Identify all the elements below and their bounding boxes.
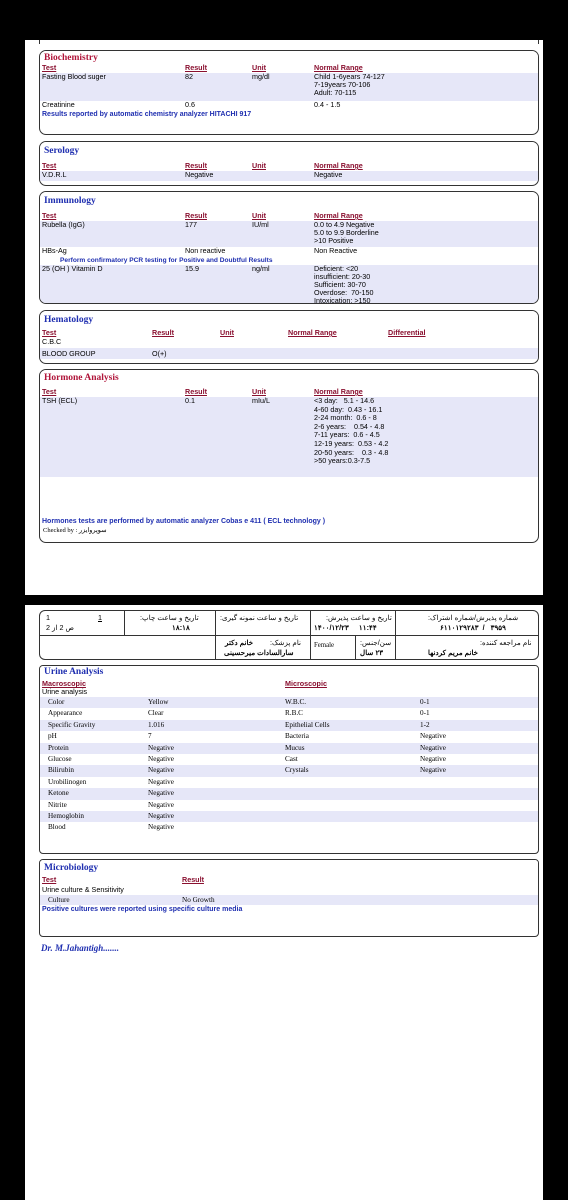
table-row [40,731,538,742]
test-range: Non Reactive [314,246,358,255]
col-test: Test [42,875,57,884]
divider [310,611,311,660]
pcr-note: Perform confirmatory PCR testing for Positive and Doubtful Results [60,257,273,264]
table-row [40,221,538,247]
doctor-title: خانم دکتر [225,638,254,647]
test-name: BLOOD GROUP [42,349,96,358]
divider [40,635,538,636]
col-unit: Unit [252,387,266,396]
test-range: Deficient: <20 insufficient: 20-30 Sufficient: 30-70 Overdose: 70-150 Intoxication: >150 [314,264,374,304]
col-result: Result [185,63,207,72]
col-test: Test [42,211,57,220]
divider [215,611,216,660]
macro-name: Bilirubin [48,766,74,775]
test-unit: ng/ml [252,264,270,273]
macro-value: Negative [148,823,174,832]
page-number: 1 [46,613,50,622]
macro-name: Blood [48,823,66,832]
admission-value: ۶۱۱۰۱۲۹۲۸۳ / ۳۹۵۹ [440,623,507,632]
test-name: Culture [48,896,70,904]
table-row [40,708,538,719]
table-header [40,212,538,221]
table-row [40,348,538,359]
micro-name: Crystals [285,766,309,775]
micro-name: Epithelial Cells [285,720,330,729]
test-name: Fasting Blood suger [42,72,106,81]
patient-label: نام مراجعه کننده: [480,638,532,647]
test-result: 82 [185,72,193,81]
col-differential: Differential [388,328,426,337]
test-result: 177 [185,220,197,229]
page-number-underlined: 1 [98,613,102,622]
col-range: Normal Range [314,63,363,72]
macro-value: Negative [148,800,174,809]
macro-name: pH [48,732,57,741]
table-header [40,329,538,338]
test-range: Child 1-6years 74-127 7-19years 70-106 Adult: 70-115 [314,72,385,98]
age-label: سن/جنس: [360,638,392,647]
col-unit: Unit [252,211,266,220]
col-range: Normal Range [288,328,337,337]
macro-name: Protein [48,743,69,752]
test-unit: mIu/L [252,396,270,405]
test-result: Non reactive [185,246,226,255]
doctor-label: نام پزشک: [270,638,302,647]
spacer [40,477,538,517]
test-unit: IU/ml [252,220,269,229]
micro-value: 0-1 [420,698,430,706]
micro-name: W.B.C. [285,698,307,706]
col-range: Normal Range [314,387,363,396]
sample-time-label: تاریخ و ساعت نمونه گیری: [220,613,299,622]
print-time-value: ۱۸:۱۸ [172,623,190,632]
hormone-section [39,369,539,543]
analyzer-note: Hormones tests are performed by automatic analyzer Cobas e 411 ( ECL technology ) [42,518,326,525]
micro-value: 1-2 [420,720,430,729]
macro-name: Appearance [48,709,83,718]
immunology-section [39,191,539,304]
checked-by: Checked by : سوپروایزر [43,527,107,534]
sub-header [40,688,538,697]
sub-header [40,885,538,895]
test-name: C.B.C [42,337,62,346]
section-title: Biochemistry [40,51,538,64]
micro-value: Negative [420,743,446,752]
micro-name: Bacteria [285,732,309,741]
micro-name: Mucus [285,743,305,752]
test-result: O(+) [152,349,167,358]
divider [355,635,356,660]
micro-value: Negative [420,766,446,775]
section-title: Immunology [40,192,538,212]
doctor-name: سارالسادات میرحسینی [224,648,294,657]
test-result: Negative [185,170,214,179]
test-range: 0.4 - 1.5 [314,100,341,109]
divider [395,611,396,660]
culture-note: Positive cultures were reported using specific culture media [42,906,243,913]
age-value: ۲۳ سال [360,648,384,657]
macro-value: Yellow [148,698,169,706]
serology-section [39,141,539,186]
col-range: Normal Range [314,161,363,170]
test-result: No Growth [182,896,215,904]
macro-name: Nitrite [48,800,67,809]
doctor-signature: Dr. M.Jahantigh....... [41,943,120,953]
urine-rows [40,697,538,834]
top-border [39,40,539,44]
micro-name: R.B.C [285,709,303,718]
table-row [40,73,538,101]
table-row [40,895,538,905]
test-name: TSH (ECL) [42,396,78,405]
col-result: Result [185,387,207,396]
col-result: Result [152,328,174,337]
col-test: Test [42,161,57,170]
macro-value: Negative [148,743,174,752]
col-unit: Unit [252,63,266,72]
table-row [40,338,538,348]
section-title: Urine Analysis [40,666,538,680]
test-range: 0.0 to 4.9 Negative 5.0 to 9.9 Borderline >10 Positive [314,220,379,246]
macro-value: Negative [148,777,174,786]
section-title: Serology [40,142,538,162]
macro-name: Ketone [48,789,69,798]
test-name: Creatinine [42,100,75,109]
table-header [40,64,538,73]
macro-value: 7 [148,732,152,741]
urine-analysis-label: Urine analysis [42,687,88,696]
table-row [40,247,538,256]
col-test: Test [42,63,57,72]
test-range: Negative [314,170,343,179]
page-of: ص 2 از 2 [46,623,75,632]
table-header [40,876,538,885]
divider [124,611,125,635]
report-page-1 [25,40,543,595]
col-result: Result [182,875,204,884]
col-unit: Unit [252,161,266,170]
patient-name: خانم مریم کردنها [428,648,479,657]
macro-value: Negative [148,754,174,763]
table-row [40,101,538,110]
section-title: Microbiology [40,860,538,876]
macro-value: Negative [148,811,174,820]
micro-name: Cast [285,754,298,763]
micro-value: Negative [420,754,446,763]
report-page-2 [25,605,543,1200]
urine-section [39,665,539,854]
test-result: 0.6 [185,100,195,109]
macro-value: 1.016 [148,720,165,729]
section-title: Hormone Analysis [40,370,538,388]
table-header [40,162,538,171]
micro-value: 0-1 [420,709,430,718]
table-row [40,788,538,799]
macroscopic-header: Macroscopic [42,679,86,688]
test-unit: mg/dl [252,72,270,81]
test-result: 15.9 [185,264,199,273]
macro-name: Glucose [48,754,72,763]
test-result: 0.1 [185,396,195,405]
test-name: Rubella (IgG) [42,220,85,229]
table-row [40,765,538,776]
test-name: V.D.R.L [42,170,67,179]
microscopic-header: Microscopic [285,679,327,688]
table-row [40,697,538,708]
col-range: Normal Range [314,211,363,220]
table-row [40,171,538,181]
col-test: Test [42,387,57,396]
table-row [40,811,538,822]
admission-label: شماره پذیرش/شماره اشتراک: [428,613,519,622]
reception-value: ۱۴۰۰/۱۲/۲۳ ۱۱:۴۴ [314,623,377,632]
table-row [40,800,538,811]
col-result: Result [185,211,207,220]
gender: Female [314,642,335,649]
table-row [40,754,538,765]
hematology-section [39,310,539,364]
microbiology-section [39,859,539,937]
biochemistry-section [39,50,539,135]
table-row [40,822,538,833]
table-row [40,720,538,731]
macro-name: Color [48,698,65,706]
col-result: Result [185,161,207,170]
table-row [40,397,538,477]
col-unit: Unit [220,328,234,337]
macro-name: Specific Gravity [48,720,96,729]
table-row [40,265,538,304]
col-test: Test [42,328,57,337]
macro-value: Negative [148,766,174,775]
table-header [40,388,538,397]
macro-value: Clear [148,709,164,718]
table-row [40,777,538,788]
test-range: <3 day: 5.1 - 14.6 4-60 day: 0.43 - 16.1 2-24 month: 0.6 - 8 2-6 years: 0.54 - 4.8 7-11 years: 0.6 - 4.5 12-19 years: 0.53 - 4.2 20-50 years: 0.3 - 4.8 >50 years:0.3-7.5 [314,396,389,466]
macro-name: Hemoglobin [48,811,84,820]
micro-value: Negative [420,732,446,741]
test-name: 25 (OH ) Vitamin D [42,264,103,273]
macro-name: Urobilinogen [48,777,87,786]
analyzer-note: Results reported by automatic chemistry analyzer HITACHI 917 [42,111,252,118]
culture-label: Urine culture & Sensitivity [42,885,124,894]
reception-label: تاریخ و ساعت پذیرش: [326,613,392,622]
section-title: Hematology [40,311,538,329]
table-row [40,743,538,754]
table-header [40,680,538,688]
test-name: HBs-Ag [42,246,67,255]
patient-header [39,610,539,660]
print-time-label: تاریخ و ساعت چاپ: [140,613,199,622]
macro-value: Negative [148,789,174,798]
